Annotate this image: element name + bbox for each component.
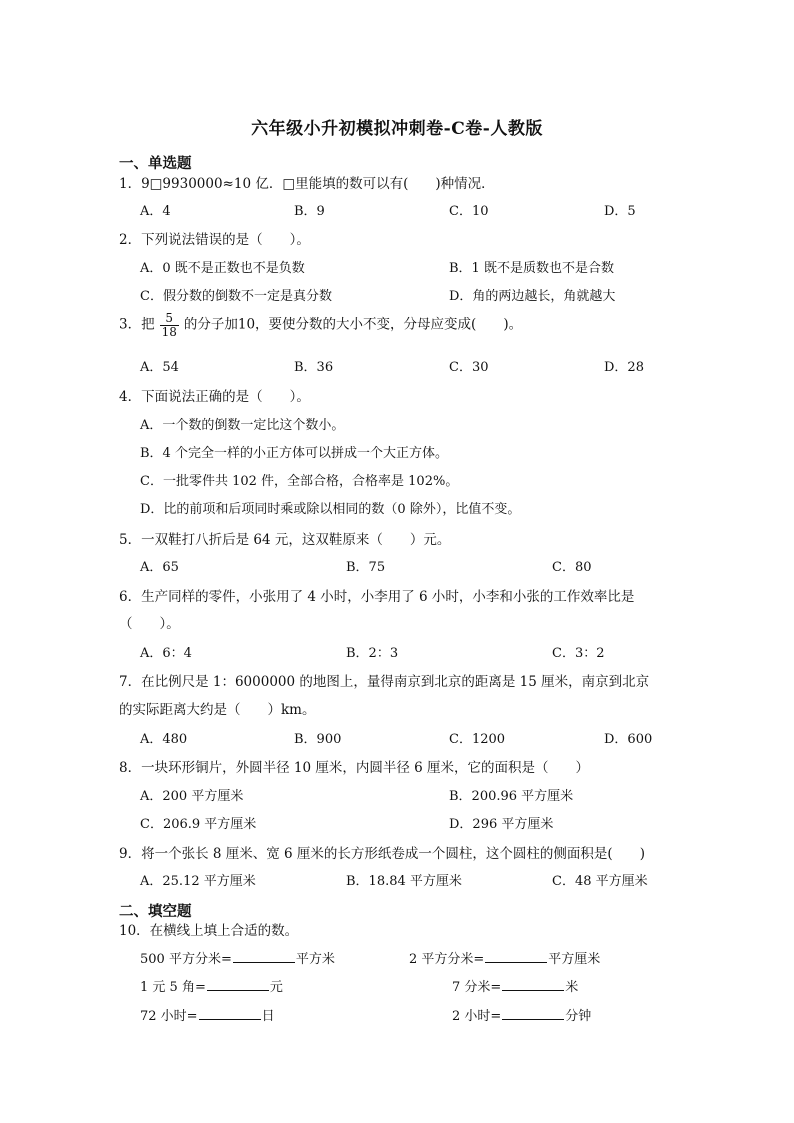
question-3-option-d[interactable]: D．28 (604, 360, 644, 375)
question-1-option-c[interactable]: C．10 (449, 204, 489, 219)
question-9-option-a[interactable]: A．25.12 平方厘米 (140, 874, 256, 889)
question-4-option-a[interactable]: A．一个数的倒数一定比这个数小。 (140, 418, 345, 433)
fill-item-3-left: 1 元 5 角= (140, 980, 206, 995)
section-heading-single-choice: 一、单选题 (119, 155, 192, 172)
fraction-denominator: 18 (161, 324, 177, 339)
question-5-option-a[interactable]: A．65 (140, 560, 179, 575)
question-8-option-b[interactable]: B．200.96 平方厘米 (449, 789, 574, 804)
question-1-option-a[interactable]: A．4 (140, 204, 171, 219)
question-6-option-b[interactable]: B．2：3 (346, 646, 399, 661)
answer-blank-5[interactable] (199, 1007, 261, 1020)
section-heading-fill-blank: 二、填空题 (119, 903, 192, 920)
question-6-stem-line-1: 6．生产同样的零件，小张用了 4 小时，小李用了 6 小时，小李和小张的工作效率比是 (119, 589, 635, 605)
fill-item-2-left: 2 平方分米= (409, 952, 485, 967)
fill-item-3-unit: 元 (269, 980, 283, 995)
question-7-option-a[interactable]: A．480 (140, 732, 188, 747)
fill-item-1-unit: 平方米 (295, 952, 335, 967)
question-7-option-b[interactable]: B．900 (294, 732, 342, 747)
question-7-option-c[interactable]: C．1200 (449, 732, 506, 747)
answer-blank-1[interactable] (233, 950, 295, 963)
page-title: 六年级小升初模拟冲刺卷-C卷-人教版 (251, 119, 543, 139)
question-3-stem (119, 312, 522, 338)
question-3-stem-suffix: 的分子加10，要使分数的大小不变，分母应变成( )。 (183, 316, 523, 333)
fill-item-2-unit: 平方厘米 (548, 952, 601, 967)
fill-item-5-left: 72 小时= (140, 1009, 198, 1024)
question-9-option-c[interactable]: C．48 平方厘米 (552, 874, 648, 889)
answer-blank-4[interactable] (502, 978, 564, 991)
question-7-stem-line-1: 7．在比例尺是 1：6000000 的地图上，量得南京到北京的距离是 15 厘米，南京到北京 (119, 674, 650, 690)
question-1-option-d[interactable]: D．5 (604, 204, 636, 219)
question-2-option-d[interactable]: D．角的两边越长，角就越大 (449, 289, 616, 304)
question-8-option-d[interactable]: D．296 平方厘米 (449, 817, 554, 832)
fill-item-5-unit: 日 (261, 1009, 275, 1024)
question-3-option-b[interactable]: B．36 (294, 360, 334, 375)
answer-blank-3[interactable] (207, 978, 269, 991)
fill-item-6-unit: 分钟 (565, 1009, 592, 1024)
fill-item-6-left: 2 小时= (452, 1009, 502, 1024)
question-7-option-d[interactable]: D．600 (604, 732, 653, 747)
question-2-option-b[interactable]: B．1 既不是质数也不是合数 (449, 261, 614, 276)
question-9-option-b[interactable]: B．18.84 平方厘米 (346, 874, 462, 889)
question-4-stem: 4．下面说法正确的是（ ）。 (119, 389, 310, 405)
question-3-option-c[interactable]: C．30 (449, 360, 489, 375)
question-3-option-a[interactable]: A．54 (140, 360, 179, 375)
fill-item-4-unit: 米 (565, 980, 579, 995)
fill-item-4-left: 7 分米= (452, 980, 502, 995)
fill-item-5 (140, 1005, 275, 1024)
question-8-option-c[interactable]: C．206.9 平方厘米 (140, 817, 257, 832)
answer-blank-6[interactable] (502, 1007, 564, 1020)
question-4-option-b[interactable]: B．4 个完全一样的小正方体可以拼成一个大正方体。 (140, 446, 448, 461)
question-4-option-c[interactable]: C．一批零件共 102 件，全部合格，合格率是 102%。 (140, 474, 459, 489)
question-9-stem: 9．将一个张长 8 厘米、宽 6 厘米的长方形纸卷成一个圆柱，这个圆柱的侧面积是( ) (119, 846, 645, 862)
question-10-stem: 10．在横线上填上合适的数。 (119, 923, 299, 939)
fill-item-4 (452, 976, 578, 995)
fill-item-3 (140, 976, 283, 995)
question-3-stem-prefix: 3．把 (119, 316, 155, 333)
question-2-option-c[interactable]: C．假分数的倒数不一定是真分数 (140, 289, 332, 304)
fraction-5-18 (160, 312, 179, 338)
question-6-stem-line-2: （ ）。 (119, 616, 180, 632)
question-6-option-a[interactable]: A．6：4 (140, 646, 192, 661)
question-4-option-d[interactable]: D．比的前项和后项同时乘或除以相同的数（0 除外），比值不变。 (140, 502, 521, 517)
question-8-stem: 8．一块环形铜片，外圆半径 10 厘米，内圆半径 6 厘米，它的面积是（ ） (119, 760, 590, 776)
question-8-option-a[interactable]: A．200 平方厘米 (140, 789, 244, 804)
fill-item-2 (409, 948, 600, 967)
question-6-option-c[interactable]: C．3：2 (552, 646, 605, 661)
question-1-option-b[interactable]: B．9 (294, 204, 325, 219)
fill-item-1 (140, 948, 335, 967)
question-7-stem-line-2: 的实际距离大约是（ ）km。 (119, 702, 316, 718)
question-1-stem: 1．9□9930000≈10 亿．□里能填的数可以有( )种情况． (119, 176, 495, 192)
question-5-option-c[interactable]: C．80 (552, 560, 592, 575)
fill-item-6 (452, 1005, 591, 1024)
question-2-option-a[interactable]: A．0 既不是正数也不是负数 (140, 261, 305, 276)
question-2-stem: 2．下列说法错误的是（ ）。 (119, 232, 310, 248)
answer-blank-2[interactable] (485, 950, 547, 963)
fraction-numerator: 5 (160, 312, 179, 326)
question-5-option-b[interactable]: B．75 (346, 560, 386, 575)
question-5-stem: 5．一双鞋打八折后是 64 元，这双鞋原来（ ）元。 (119, 532, 451, 548)
fill-item-1-left: 500 平方分米= (140, 952, 232, 967)
